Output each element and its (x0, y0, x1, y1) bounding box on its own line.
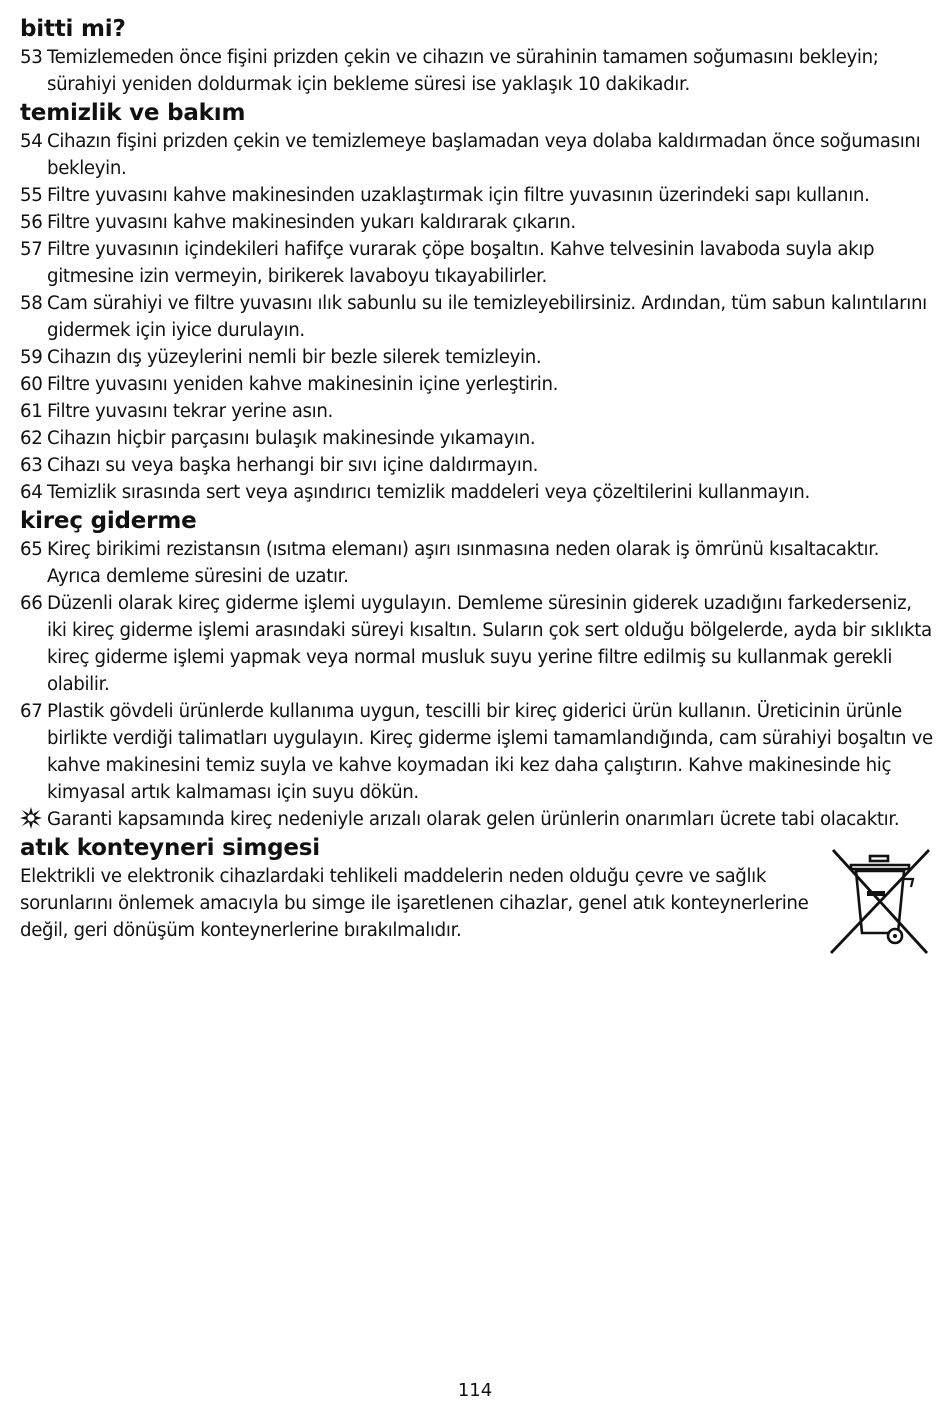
item-text: Temizlemeden önce fişini prizden çekin ve cihazın ve sürahinin tamamen soğumasını bekleyin; sürahiyi yeniden doldurmak için bekleme süresi ise yaklaşık 10 dakikadır. (47, 47, 879, 95)
list-item (20, 452, 935, 479)
item-text: Düzenli olarak kireç giderme işlemi uygulayın. Demleme süresinin giderek uzadığını farkederseniz, iki kireç giderme işlemi arasındaki süreyi kısaltın. Suların çok sert olduğu bölgelerde, ayda bir sıklıkta kireç giderme işlemi yapmak veya normal musluk suyu yerine filtre edilmiş su kullanmak gerekli olabilir. (47, 593, 932, 695)
list-item (20, 209, 935, 236)
item-number: 56 (20, 212, 43, 233)
crossed-out-wheelie-bin-icon (827, 847, 933, 957)
descaling-list (20, 536, 935, 833)
item-number: 54 (20, 131, 43, 152)
item-text: Cihazın hiçbir parçasını bulaşık makinesinde yıkamayın. (47, 428, 536, 449)
list-item (20, 371, 935, 398)
page-number: 114 (457, 1380, 493, 1401)
list-item (20, 344, 935, 371)
item-text: Cihazın fişini prizden çekin ve temizlemeye başlamadan veya dolaba kaldırmadan önce soğumasını bekleyin. (47, 131, 921, 179)
item-number: 53 (20, 47, 43, 68)
item-text: Filtre yuvasını yeniden kahve makinesinin içine yerleştirin. (47, 374, 559, 395)
list-item (20, 128, 935, 182)
item-text: Kireç birikimi rezistansın (ısıtma elemanı) aşırı ısınmasına neden olarak iş ömrünü kısaltacaktır. Ayrıca demleme süresini de uzatır. (47, 539, 880, 587)
list-item (20, 536, 935, 590)
waste-text: Elektrikli ve elektronik cihazlardaki tehlikeli maddelerin neden olduğu çevre ve sağlık sorunlarını önlemek amacıyla bu simge ile işaretlenen cihazlar, genel atık konteynerlerine değil, geri dönüşüm konteynerlerine bırakılmalıdır. (20, 866, 809, 941)
item-text: Filtre yuvasını tekrar yerine asın. (47, 401, 333, 422)
warning-icon-slot (20, 806, 47, 833)
section-title-waste: atık konteyneri simgesi (20, 835, 320, 861)
section-title-descaling: kireç giderme (20, 508, 197, 534)
warning-note (20, 806, 935, 833)
item-text: Cihazı su veya başka herhangi bir sıvı içine daldırmayın. (47, 455, 539, 476)
list-item (20, 590, 935, 698)
list-item (20, 236, 935, 290)
item-number: 63 (20, 455, 43, 476)
item-number: 60 (20, 374, 43, 395)
manual-page (20, 14, 935, 944)
item-text: Temizlik sırasında sert veya aşındırıcı temizlik maddeleri veya çözeltilerini kullanmayın. (47, 482, 810, 503)
item-number: 55 (20, 185, 43, 206)
section-waste (20, 833, 935, 944)
item-text: Plastik gövdeli ürünlerde kullanıma uygun, tescilli bir kireç giderici ürün kullanın. Üreticinin ürünle birlikte verdiği talimatları uygulayın. Kireç giderme işlemi tamamlandığında, cam sürahiyi boşaltın ve kahve makinesini temiz suyla ve kahve koymadan iki kez daha çalıştırın. Kahve makinesinde hiç kimyasal artık kalmaması için suyu dökün. (47, 701, 933, 803)
section-title-finished: bitti mi? (20, 16, 126, 42)
item-number: 66 (20, 593, 43, 614)
cleaning-list (20, 128, 935, 506)
list-item (20, 44, 935, 98)
section-title-cleaning: temizlik ve bakım (20, 100, 246, 126)
item-number: 64 (20, 482, 43, 503)
section-cleaning (20, 98, 935, 506)
item-text: Filtre yuvasını kahve makinesinden uzaklaştırmak için filtre yuvasının üzerindeki sapı kullanın. (47, 185, 870, 206)
item-number: 58 (20, 293, 43, 314)
finished-list (20, 44, 935, 98)
item-text: Filtre yuvasının içindekileri hafifçe vurarak çöpe boşaltın. Kahve telvesinin lavaboda suyla akıp gitmesine izin vermeyin, birikerek lavaboyu tıkayabilirler. (47, 239, 875, 287)
item-number: 62 (20, 428, 43, 449)
list-item (20, 698, 935, 806)
item-text: Filtre yuvasını kahve makinesinden yukarı kaldırarak çıkarın. (47, 212, 576, 233)
item-number: 65 (20, 539, 43, 560)
list-item (20, 425, 935, 452)
item-number: 59 (20, 347, 43, 368)
list-item (20, 182, 935, 209)
item-text: Cam sürahiyi ve filtre yuvasını ılık sabunlu su ile temizleyebilirsiniz. Ardından, tüm sabun kalıntılarını gidermek için iyice durulayın. (47, 293, 927, 341)
warning-text: Garanti kapsamında kireç nedeniyle arızalı olarak gelen ürünlerin onarımları ücrete tabi olacaktır. (47, 809, 900, 830)
item-number: 57 (20, 239, 43, 260)
list-item (20, 398, 935, 425)
warning-burst-icon (20, 807, 42, 829)
section-descaling (20, 506, 935, 833)
list-item (20, 479, 935, 506)
section-finished (20, 14, 935, 98)
item-number: 61 (20, 401, 43, 422)
item-text: Cihazın dış yüzeylerini nemli bir bezle silerek temizleyin. (47, 347, 542, 368)
item-number: 67 (20, 701, 43, 722)
list-item (20, 290, 935, 344)
